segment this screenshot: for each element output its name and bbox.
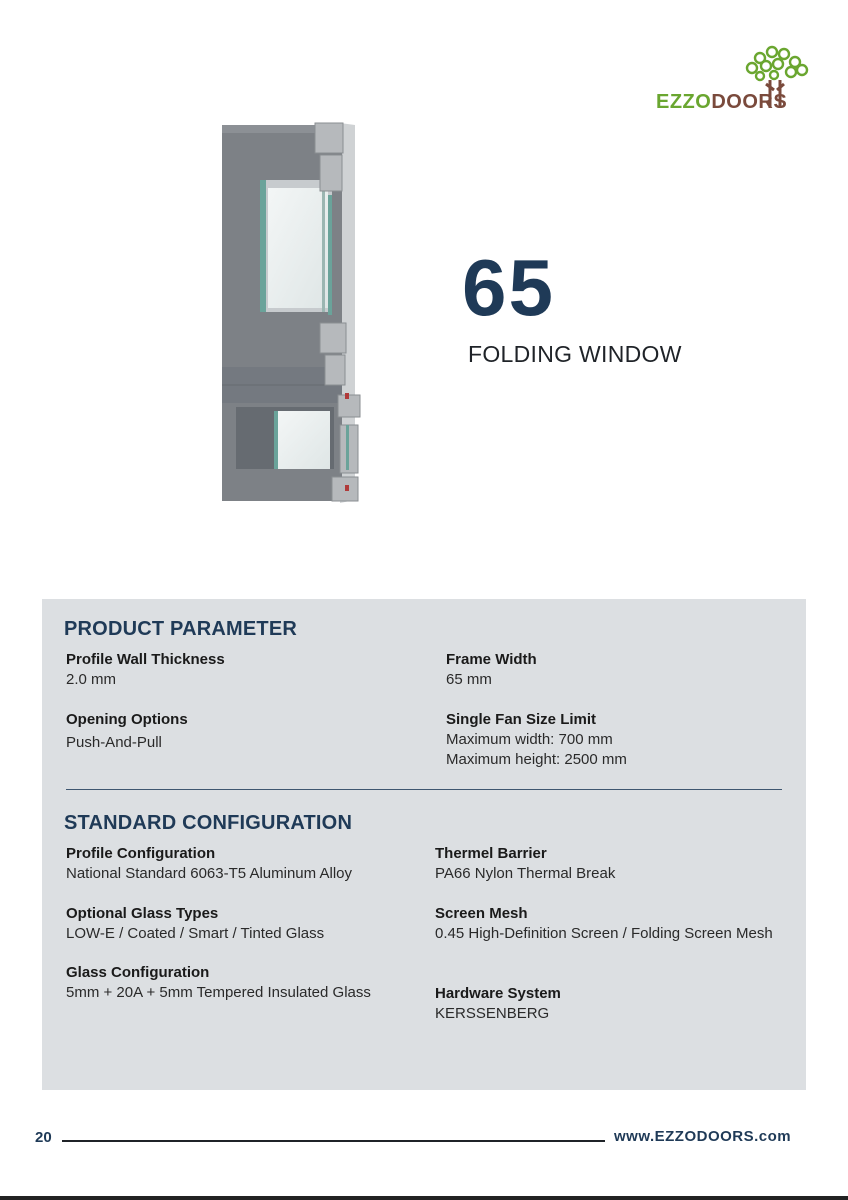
footer-rule [62, 1140, 605, 1142]
config-hardware-system: Hardware System KERSSENBERG [435, 985, 561, 1022]
website-link[interactable]: www.EZZODOORS.com [614, 1128, 792, 1145]
spec-panel [42, 599, 806, 1090]
brand-logo [652, 40, 812, 120]
standard-configuration-title: STANDARD CONFIGURATION [64, 812, 353, 834]
config-profile-configuration: Profile Configuration National Standard 6063-T5 Aluminum Alloy [66, 845, 352, 882]
series-number: 65 [462, 243, 555, 332]
page-number: 20 [35, 1129, 52, 1146]
param-single-fan-size-limit: Single Fan Size Limit Maximum width: 700 mm Maximum height: 2500 mm [446, 711, 627, 768]
window-profile-image [160, 95, 415, 555]
brand-wordmark: EZZODOORS [656, 91, 788, 113]
param-frame-width: Frame Width 65 mm [446, 651, 537, 688]
config-screen-mesh: Screen Mesh 0.45 High-Definition Screen / Folding Screen Mesh [435, 905, 773, 942]
config-thermel-barrier: Thermel Barrier PA66 Nylon Thermal Break [435, 845, 616, 882]
param-opening-options: Opening Options Push-And-Pull [66, 711, 188, 751]
section-divider [66, 789, 782, 790]
product-parameter-title: PRODUCT PARAMETER [64, 618, 298, 640]
product-name: FOLDING WINDOW [468, 341, 682, 367]
config-optional-glass-types: Optional Glass Types LOW-E / Coated / Smart / Tinted Glass [66, 905, 325, 942]
config-glass-configuration: Glass Configuration 5mm + 20A + 5mm Tempered Insulated Glass [66, 964, 371, 1001]
param-profile-wall-thickness: Profile Wall Thickness 2.0 mm [66, 651, 225, 688]
page-edge [0, 1196, 848, 1200]
